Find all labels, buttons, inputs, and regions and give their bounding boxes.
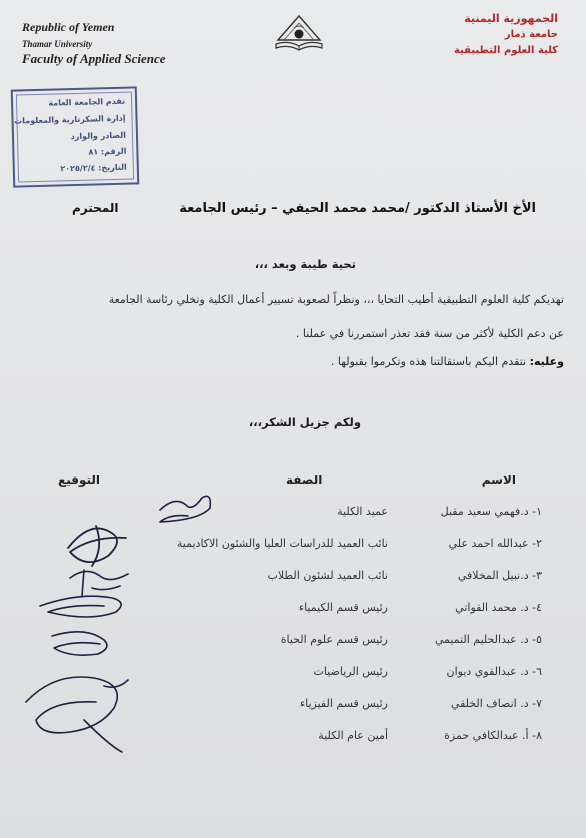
signatory-name: ٣- د.نبيل المخلافي [457, 569, 542, 582]
signature-1 [160, 496, 210, 522]
recipient-line: الأخ الأستاذ الدكتور /محمد محمد الحيفي – رئيس الجامعة [179, 201, 536, 216]
column-header-title: الصفة [286, 473, 323, 487]
resignation-statement: نتقدم اليكم باستقالتنا هذه وتكرموا بقبولها . [330, 355, 530, 368]
signatory-title: رئيس قسم الكيمياء [298, 601, 388, 614]
signatory-name: ١- د.فهمي سعيد مقبل [440, 505, 542, 518]
signature-5 [52, 632, 107, 655]
stamp-line: إدارة السكرتارية والمعلومات [14, 113, 126, 126]
signatory-name: ٤- د. محمد القواتي [455, 601, 542, 614]
signatory-name: ٢- عبدالله احمد علي [448, 537, 542, 550]
country-name-en: Republic of Yemen [22, 20, 115, 34]
greeting: تحية طيبة وبعد ،،، [254, 257, 356, 271]
signatory-name: ٨- أ. عبدالكافي حمزة [444, 729, 542, 742]
signatory-title: رئيس الرياضيات [313, 665, 388, 678]
signature-3 [70, 570, 128, 596]
closing-thanks: ولكم جزيل الشكر،،، [248, 415, 361, 429]
university-name-en: Thamar University [22, 39, 93, 49]
signatory-title: أمين عام الكلية [318, 729, 388, 742]
signatory-name: ٦- د. عبدالقوي ديوان [446, 665, 542, 678]
stamp-line: الصادر والوارد [70, 130, 127, 142]
column-header-name: الاسم [481, 473, 516, 487]
signatory-title: نائب العميد لشئون الطلاب [267, 569, 388, 582]
column-header-signature: التوقيع [58, 473, 100, 487]
university-name-ar: جامعة ذمار [504, 29, 558, 40]
stamp-line: الرقم: ٨١ [88, 146, 127, 157]
respected-label: المحترم [72, 201, 119, 215]
stamp-line: التاريخ: ٢٠٢٥/٢/٤ [60, 162, 127, 174]
signature-2 [68, 526, 126, 566]
body-paragraph-2: عن دعم الكلية لأكثر من سنة فقد تعذر استمررنا في عملنا . [295, 327, 564, 340]
therefore-label: وعليه: [529, 355, 564, 368]
signatory-title: رئيس قسم الفيزياء [299, 697, 388, 710]
signature-4 [40, 596, 121, 617]
faculty-name-ar: كلية العلوم التطبيقية [453, 45, 558, 56]
signatory-name: ٥- د. عبدالحليم التميمي [434, 633, 542, 646]
signatory-title: عميد الكلية [337, 505, 388, 518]
signatory-name: ٧- د. انصاف الخلقي [450, 697, 542, 710]
signatory-title: رئيس قسم علوم الحياة [280, 633, 388, 646]
body-paragraph-1: تهديكم كلية العلوم التطبيقية أطيب التحايا ،،، ونظراً لصعوبة تسيير أعمال الكلية وتخلي رئاسة الجامعة [108, 293, 564, 306]
signatory-title: نائب العميد للدراسات العليا والشئون الاكاديمية [176, 537, 388, 550]
faculty-name-en: Faculty of Applied Science [22, 51, 166, 66]
stamp-line: تقدم الجامعة العامة [48, 96, 126, 108]
country-name-ar: الجمهورية اليمنية [464, 12, 558, 25]
signature-6 [26, 677, 128, 752]
